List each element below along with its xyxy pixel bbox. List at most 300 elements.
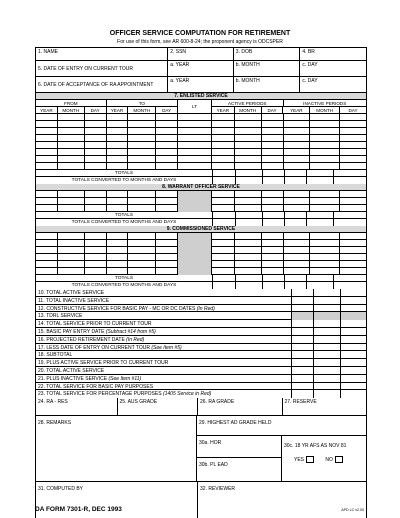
entry-cell[interactable] bbox=[212, 121, 235, 128]
entry-cell[interactable] bbox=[58, 191, 85, 198]
entry-cell[interactable] bbox=[178, 247, 212, 254]
entry-cell[interactable] bbox=[310, 247, 340, 254]
totals-converted-cell[interactable] bbox=[307, 282, 334, 289]
entry-cell[interactable] bbox=[310, 198, 340, 205]
entry-cell[interactable] bbox=[262, 268, 284, 275]
entry-cell[interactable] bbox=[156, 198, 178, 205]
entry-cell[interactable] bbox=[235, 163, 262, 170]
entry-cell[interactable] bbox=[128, 163, 156, 170]
entry-cell[interactable] bbox=[85, 163, 107, 170]
remarks-field[interactable] bbox=[36, 416, 197, 481]
totals-converted-cell[interactable] bbox=[285, 177, 307, 184]
entry-cell[interactable] bbox=[107, 240, 129, 247]
entry-cell[interactable] bbox=[36, 114, 58, 121]
totals-cell[interactable] bbox=[285, 212, 307, 219]
entry-cell[interactable] bbox=[107, 198, 129, 205]
entry-cell[interactable] bbox=[156, 205, 178, 212]
entry-cell[interactable] bbox=[58, 247, 85, 254]
entry-cell[interactable] bbox=[212, 254, 235, 261]
entry-cell[interactable] bbox=[36, 247, 58, 254]
item-value-cell[interactable] bbox=[341, 336, 366, 344]
entry-cell[interactable] bbox=[178, 114, 212, 121]
item-value-cell[interactable] bbox=[314, 297, 341, 305]
entry-cell[interactable] bbox=[284, 261, 311, 268]
entry-cell[interactable] bbox=[58, 121, 85, 128]
item-value-cell[interactable] bbox=[314, 359, 341, 367]
totals-converted-cell[interactable] bbox=[307, 219, 334, 226]
entry-cell[interactable] bbox=[235, 240, 262, 247]
item-value-cell[interactable] bbox=[292, 289, 314, 297]
totals-cell[interactable] bbox=[236, 212, 263, 219]
item-value-cell[interactable] bbox=[292, 344, 314, 352]
entry-cell[interactable] bbox=[128, 198, 156, 205]
entry-cell[interactable] bbox=[58, 128, 85, 135]
entry-cell[interactable] bbox=[156, 233, 178, 240]
item-value-cell[interactable] bbox=[341, 367, 366, 375]
item-value-cell[interactable] bbox=[314, 383, 341, 391]
entry-cell[interactable] bbox=[85, 268, 107, 275]
hor-field[interactable] bbox=[197, 436, 281, 458]
entry-cell[interactable] bbox=[58, 268, 85, 275]
entry-cell[interactable] bbox=[212, 233, 235, 240]
entry-cell[interactable] bbox=[156, 135, 178, 142]
entry-cell[interactable] bbox=[128, 149, 156, 156]
entry-cell[interactable] bbox=[36, 142, 58, 149]
entry-cell[interactable] bbox=[58, 135, 85, 142]
entry-cell[interactable] bbox=[340, 121, 366, 128]
item-value-cell[interactable] bbox=[292, 359, 314, 367]
totals-converted-cell[interactable] bbox=[236, 177, 263, 184]
totals-converted-cell[interactable] bbox=[334, 219, 364, 226]
item-value-cell[interactable] bbox=[292, 367, 314, 375]
entry-cell[interactable] bbox=[212, 268, 235, 275]
totals-cell[interactable] bbox=[334, 212, 364, 219]
totals-cell[interactable] bbox=[307, 275, 334, 282]
item-value-cell[interactable] bbox=[341, 344, 366, 352]
entry-cell[interactable] bbox=[128, 114, 156, 121]
entry-cell[interactable] bbox=[310, 240, 340, 247]
entry-cell[interactable] bbox=[212, 135, 235, 142]
entry-cell[interactable] bbox=[284, 156, 311, 163]
entry-cell[interactable] bbox=[284, 205, 311, 212]
entry-cell[interactable] bbox=[212, 191, 235, 198]
entry-cell[interactable] bbox=[107, 233, 129, 240]
entry-cell[interactable] bbox=[284, 247, 311, 254]
entry-cell[interactable] bbox=[58, 149, 85, 156]
totals-converted-cell[interactable] bbox=[285, 282, 307, 289]
item-value-cell[interactable] bbox=[292, 297, 314, 305]
item-value-cell[interactable] bbox=[314, 289, 341, 297]
entry-cell[interactable] bbox=[310, 268, 340, 275]
entry-cell[interactable] bbox=[58, 114, 85, 121]
entry-cell[interactable] bbox=[178, 149, 212, 156]
entry-cell[interactable] bbox=[284, 114, 311, 121]
entry-cell[interactable] bbox=[310, 163, 340, 170]
item-value-cell[interactable] bbox=[341, 359, 366, 367]
entry-cell[interactable] bbox=[178, 135, 212, 142]
totals-cell[interactable] bbox=[213, 170, 236, 177]
item-value-cell[interactable] bbox=[292, 375, 314, 383]
entry-cell[interactable] bbox=[128, 121, 156, 128]
item-value-cell[interactable] bbox=[292, 390, 314, 398]
entry-cell[interactable] bbox=[156, 240, 178, 247]
entry-cell[interactable] bbox=[340, 198, 366, 205]
entry-cell[interactable] bbox=[128, 128, 156, 135]
entry-cell[interactable] bbox=[58, 142, 85, 149]
entry-cell[interactable] bbox=[262, 247, 284, 254]
item-value-cell[interactable] bbox=[341, 320, 366, 328]
entry-cell[interactable] bbox=[85, 261, 107, 268]
pl-ead-field[interactable] bbox=[197, 458, 281, 481]
no-checkbox[interactable] bbox=[335, 456, 343, 463]
entry-cell[interactable] bbox=[85, 149, 107, 156]
item-value-cell[interactable] bbox=[292, 351, 314, 359]
entry-cell[interactable] bbox=[36, 261, 58, 268]
entry-cell[interactable] bbox=[310, 128, 340, 135]
entry-cell[interactable] bbox=[310, 191, 340, 198]
entry-cell[interactable] bbox=[178, 254, 212, 261]
entry-cell[interactable] bbox=[85, 114, 107, 121]
entry-tour-day-field[interactable] bbox=[300, 61, 366, 76]
entry-cell[interactable] bbox=[235, 261, 262, 268]
entry-cell[interactable] bbox=[156, 121, 178, 128]
entry-cell[interactable] bbox=[262, 233, 284, 240]
entry-cell[interactable] bbox=[284, 268, 311, 275]
entry-cell[interactable] bbox=[212, 163, 235, 170]
entry-cell[interactable] bbox=[107, 135, 129, 142]
ra-year-field[interactable] bbox=[168, 77, 234, 92]
entry-cell[interactable] bbox=[58, 261, 85, 268]
entry-cell[interactable] bbox=[235, 254, 262, 261]
entry-cell[interactable] bbox=[235, 135, 262, 142]
ra-grade-field[interactable] bbox=[198, 398, 282, 415]
entry-cell[interactable] bbox=[212, 240, 235, 247]
entry-cell[interactable] bbox=[262, 254, 284, 261]
item-value-cell[interactable] bbox=[314, 367, 341, 375]
item-value-cell[interactable] bbox=[341, 328, 366, 336]
entry-cell[interactable] bbox=[262, 240, 284, 247]
entry-cell[interactable] bbox=[235, 205, 262, 212]
ra-day-field[interactable] bbox=[300, 77, 366, 92]
entry-cell[interactable] bbox=[128, 268, 156, 275]
entry-cell[interactable] bbox=[156, 128, 178, 135]
entry-cell[interactable] bbox=[262, 128, 284, 135]
entry-cell[interactable] bbox=[36, 163, 58, 170]
entry-cell[interactable] bbox=[340, 205, 366, 212]
item-value-cell[interactable] bbox=[292, 336, 314, 344]
entry-cell[interactable] bbox=[85, 135, 107, 142]
entry-cell[interactable] bbox=[284, 135, 311, 142]
entry-cell[interactable] bbox=[340, 149, 366, 156]
entry-cell[interactable] bbox=[284, 121, 311, 128]
item-value-cell[interactable] bbox=[292, 383, 314, 391]
entry-cell[interactable] bbox=[310, 254, 340, 261]
entry-cell[interactable] bbox=[262, 191, 284, 198]
name-field[interactable] bbox=[36, 48, 168, 60]
totals-converted-cell[interactable] bbox=[334, 177, 364, 184]
entry-cell[interactable] bbox=[36, 240, 58, 247]
totals-converted-cell[interactable] bbox=[236, 282, 263, 289]
totals-cell[interactable] bbox=[213, 212, 236, 219]
entry-cell[interactable] bbox=[310, 205, 340, 212]
entry-cell[interactable] bbox=[310, 142, 340, 149]
entry-cell[interactable] bbox=[262, 156, 284, 163]
entry-cell[interactable] bbox=[284, 198, 311, 205]
totals-converted-cell[interactable] bbox=[213, 282, 236, 289]
totals-cell[interactable] bbox=[307, 170, 334, 177]
item-value-cell[interactable] bbox=[314, 351, 341, 359]
entry-cell[interactable] bbox=[262, 114, 284, 121]
item-value-cell[interactable] bbox=[314, 320, 341, 328]
entry-cell[interactable] bbox=[262, 198, 284, 205]
item-value-cell[interactable] bbox=[292, 305, 314, 313]
entry-cell[interactable] bbox=[107, 142, 129, 149]
entry-cell[interactable] bbox=[235, 247, 262, 254]
entry-cell[interactable] bbox=[58, 156, 85, 163]
totals-converted-cell[interactable] bbox=[213, 177, 236, 184]
totals-converted-cell[interactable] bbox=[213, 219, 236, 226]
entry-cell[interactable] bbox=[310, 233, 340, 240]
entry-cell[interactable] bbox=[340, 156, 366, 163]
entry-cell[interactable] bbox=[212, 261, 235, 268]
entry-cell[interactable] bbox=[284, 233, 311, 240]
entry-cell[interactable] bbox=[212, 198, 235, 205]
entry-cell[interactable] bbox=[156, 149, 178, 156]
ra-res-field[interactable] bbox=[36, 398, 118, 415]
totals-converted-cell[interactable] bbox=[263, 177, 285, 184]
entry-cell[interactable] bbox=[178, 261, 212, 268]
entry-cell[interactable] bbox=[340, 268, 366, 275]
entry-cell[interactable] bbox=[107, 205, 129, 212]
entry-cell[interactable] bbox=[85, 205, 107, 212]
entry-cell[interactable] bbox=[340, 163, 366, 170]
entry-cell[interactable] bbox=[107, 247, 129, 254]
totals-cell[interactable] bbox=[263, 170, 285, 177]
entry-cell[interactable] bbox=[310, 149, 340, 156]
entry-cell[interactable] bbox=[85, 247, 107, 254]
entry-cell[interactable] bbox=[310, 261, 340, 268]
entry-cell[interactable] bbox=[235, 198, 262, 205]
entry-cell[interactable] bbox=[36, 128, 58, 135]
entry-cell[interactable] bbox=[178, 233, 212, 240]
entry-cell[interactable] bbox=[58, 240, 85, 247]
entry-cell[interactable] bbox=[107, 114, 129, 121]
entry-cell[interactable] bbox=[284, 142, 311, 149]
entry-cell[interactable] bbox=[212, 205, 235, 212]
entry-cell[interactable] bbox=[128, 240, 156, 247]
reserve-field[interactable] bbox=[283, 398, 366, 415]
entry-cell[interactable] bbox=[212, 149, 235, 156]
entry-cell[interactable] bbox=[340, 261, 366, 268]
entry-cell[interactable] bbox=[284, 128, 311, 135]
item-value-cell[interactable] bbox=[314, 305, 341, 313]
entry-cell[interactable] bbox=[235, 149, 262, 156]
totals-converted-cell[interactable] bbox=[236, 219, 263, 226]
item-value-cell[interactable] bbox=[292, 320, 314, 328]
entry-cell[interactable] bbox=[340, 142, 366, 149]
entry-cell[interactable] bbox=[36, 149, 58, 156]
totals-cell[interactable] bbox=[307, 212, 334, 219]
entry-cell[interactable] bbox=[284, 149, 311, 156]
yes-checkbox[interactable] bbox=[306, 456, 314, 463]
entry-cell[interactable] bbox=[235, 121, 262, 128]
entry-cell[interactable] bbox=[58, 233, 85, 240]
dob-field[interactable] bbox=[234, 48, 301, 60]
entry-cell[interactable] bbox=[178, 163, 212, 170]
entry-cell[interactable] bbox=[107, 149, 129, 156]
totals-converted-cell[interactable] bbox=[263, 282, 285, 289]
item-value-cell[interactable] bbox=[314, 390, 341, 398]
entry-cell[interactable] bbox=[340, 135, 366, 142]
entry-cell[interactable] bbox=[156, 156, 178, 163]
totals-converted-cell[interactable] bbox=[285, 219, 307, 226]
item-value-cell[interactable] bbox=[341, 375, 366, 383]
entry-cell[interactable] bbox=[36, 121, 58, 128]
totals-cell[interactable] bbox=[334, 275, 364, 282]
entry-cell[interactable] bbox=[58, 198, 85, 205]
item-value-cell[interactable] bbox=[341, 297, 366, 305]
entry-cell[interactable] bbox=[128, 233, 156, 240]
entry-cell[interactable] bbox=[107, 128, 129, 135]
entry-cell[interactable] bbox=[212, 142, 235, 149]
reviewer-field[interactable] bbox=[198, 482, 366, 518]
entry-cell[interactable] bbox=[128, 135, 156, 142]
entry-cell[interactable] bbox=[36, 191, 58, 198]
totals-cell[interactable] bbox=[236, 275, 263, 282]
item-value-cell[interactable] bbox=[341, 305, 366, 313]
item-value-cell[interactable] bbox=[341, 289, 366, 297]
entry-cell[interactable] bbox=[107, 261, 129, 268]
entry-cell[interactable] bbox=[128, 247, 156, 254]
entry-cell[interactable] bbox=[262, 121, 284, 128]
entry-cell[interactable] bbox=[178, 142, 212, 149]
aus-grade-field[interactable] bbox=[118, 398, 199, 415]
entry-cell[interactable] bbox=[340, 233, 366, 240]
entry-cell[interactable] bbox=[36, 205, 58, 212]
br-field[interactable] bbox=[300, 48, 366, 60]
totals-cell[interactable] bbox=[263, 275, 285, 282]
entry-cell[interactable] bbox=[85, 254, 107, 261]
entry-cell[interactable] bbox=[85, 121, 107, 128]
entry-cell[interactable] bbox=[107, 254, 129, 261]
entry-cell[interactable] bbox=[58, 205, 85, 212]
item-value-cell[interactable] bbox=[341, 390, 366, 398]
entry-cell[interactable] bbox=[284, 191, 311, 198]
totals-converted-cell[interactable] bbox=[263, 219, 285, 226]
entry-cell[interactable] bbox=[235, 191, 262, 198]
item-value-cell[interactable] bbox=[292, 312, 314, 320]
totals-converted-cell[interactable] bbox=[307, 177, 334, 184]
entry-cell[interactable] bbox=[178, 156, 212, 163]
item-value-cell[interactable] bbox=[314, 336, 341, 344]
item-value-cell[interactable] bbox=[314, 328, 341, 336]
entry-cell[interactable] bbox=[58, 163, 85, 170]
ra-month-field[interactable] bbox=[234, 77, 301, 92]
entry-cell[interactable] bbox=[284, 240, 311, 247]
entry-cell[interactable] bbox=[156, 163, 178, 170]
entry-cell[interactable] bbox=[156, 268, 178, 275]
entry-cell[interactable] bbox=[85, 240, 107, 247]
entry-cell[interactable] bbox=[85, 128, 107, 135]
entry-cell[interactable] bbox=[284, 254, 311, 261]
entry-cell[interactable] bbox=[85, 198, 107, 205]
entry-cell[interactable] bbox=[36, 268, 58, 275]
entry-cell[interactable] bbox=[178, 240, 212, 247]
entry-cell[interactable] bbox=[310, 135, 340, 142]
entry-cell[interactable] bbox=[128, 142, 156, 149]
entry-cell[interactable] bbox=[156, 247, 178, 254]
totals-cell[interactable] bbox=[263, 212, 285, 219]
entry-cell[interactable] bbox=[310, 156, 340, 163]
entry-cell[interactable] bbox=[235, 114, 262, 121]
entry-cell[interactable] bbox=[107, 191, 129, 198]
entry-cell[interactable] bbox=[262, 205, 284, 212]
entry-tour-year-field[interactable] bbox=[168, 61, 234, 76]
entry-cell[interactable] bbox=[128, 191, 156, 198]
entry-cell[interactable] bbox=[85, 233, 107, 240]
entry-cell[interactable] bbox=[262, 163, 284, 170]
item-value-cell[interactable] bbox=[341, 351, 366, 359]
entry-cell[interactable] bbox=[156, 142, 178, 149]
entry-cell[interactable] bbox=[262, 149, 284, 156]
totals-cell[interactable] bbox=[334, 170, 364, 177]
entry-cell[interactable] bbox=[340, 191, 366, 198]
entry-cell[interactable] bbox=[235, 128, 262, 135]
totals-cell[interactable] bbox=[236, 170, 263, 177]
entry-cell[interactable] bbox=[212, 156, 235, 163]
entry-cell[interactable] bbox=[212, 247, 235, 254]
entry-cell[interactable] bbox=[212, 114, 235, 121]
entry-cell[interactable] bbox=[178, 205, 212, 212]
entry-cell[interactable] bbox=[310, 121, 340, 128]
entry-cell[interactable] bbox=[340, 254, 366, 261]
entry-cell[interactable] bbox=[36, 233, 58, 240]
entry-cell[interactable] bbox=[85, 142, 107, 149]
item-value-cell[interactable] bbox=[314, 312, 341, 320]
entry-cell[interactable] bbox=[284, 163, 311, 170]
entry-cell[interactable] bbox=[128, 254, 156, 261]
entry-cell[interactable] bbox=[235, 156, 262, 163]
entry-cell[interactable] bbox=[107, 163, 129, 170]
entry-cell[interactable] bbox=[107, 268, 129, 275]
entry-tour-month-field[interactable] bbox=[234, 61, 301, 76]
highest-ad-grade-field[interactable] bbox=[197, 416, 366, 436]
entry-cell[interactable] bbox=[178, 121, 212, 128]
entry-cell[interactable] bbox=[340, 114, 366, 121]
entry-cell[interactable] bbox=[156, 254, 178, 261]
entry-cell[interactable] bbox=[58, 254, 85, 261]
totals-converted-cell[interactable] bbox=[334, 282, 364, 289]
entry-cell[interactable] bbox=[107, 156, 129, 163]
entry-cell[interactable] bbox=[36, 135, 58, 142]
entry-cell[interactable] bbox=[340, 240, 366, 247]
entry-cell[interactable] bbox=[128, 156, 156, 163]
entry-cell[interactable] bbox=[178, 268, 212, 275]
entry-cell[interactable] bbox=[107, 121, 129, 128]
ssn-field[interactable] bbox=[168, 48, 234, 60]
entry-cell[interactable] bbox=[262, 135, 284, 142]
totals-cell[interactable] bbox=[213, 275, 236, 282]
entry-cell[interactable] bbox=[178, 128, 212, 135]
item-value-cell[interactable] bbox=[292, 328, 314, 336]
item-value-cell[interactable] bbox=[341, 383, 366, 391]
entry-cell[interactable] bbox=[262, 142, 284, 149]
entry-cell[interactable] bbox=[178, 198, 212, 205]
entry-cell[interactable] bbox=[36, 198, 58, 205]
entry-cell[interactable] bbox=[156, 261, 178, 268]
entry-cell[interactable] bbox=[178, 191, 212, 198]
entry-cell[interactable] bbox=[156, 114, 178, 121]
